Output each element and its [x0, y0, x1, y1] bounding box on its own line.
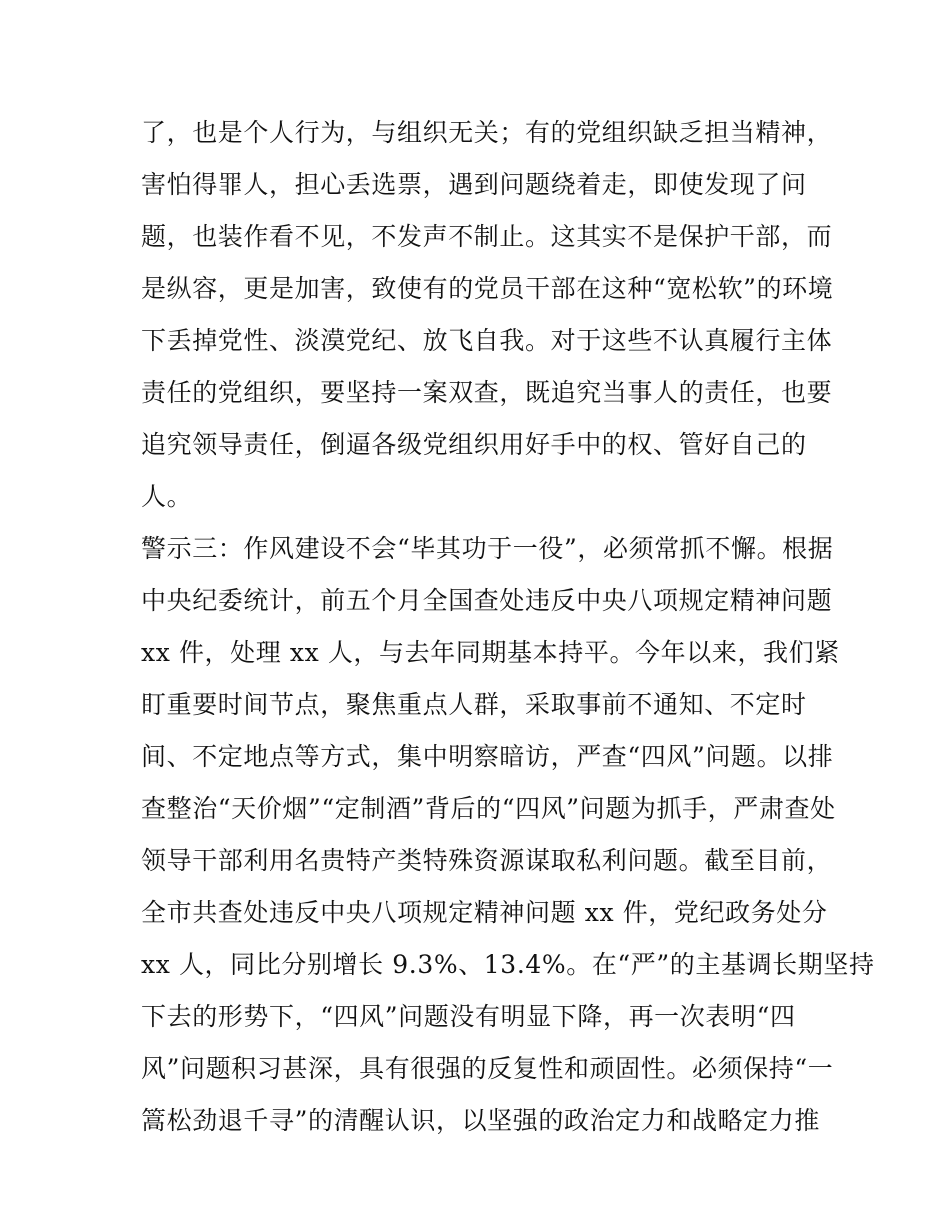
text-line: 下丢掉党性、淡漠党纪、放飞自我。对于这些不认真履行主体 [141, 326, 833, 355]
text-line: 篙松劲退千寻”的清醒认识，以坚强的政治定力和战略定力推 [141, 1106, 820, 1135]
text-line: 警示三：作风建设不会“毕其功于一役”，必须常抓不懈。根据 [141, 534, 834, 563]
text-line: 责任的党组织，要坚持一案双查，既追究当事人的责任，也要 [141, 378, 833, 407]
text-line: 人。 [141, 482, 193, 511]
text-line: 查整治“天价烟”“定制酒”背后的“四风”问题为抓手，严肃查处 [141, 794, 836, 823]
text-line: 害怕得罪人，担心丢选票，遇到问题绕着走，即使发现了问 [141, 170, 807, 199]
text-line: 风”问题积习甚深，具有很强的反复性和顽固性。必须保持“一 [141, 1054, 834, 1083]
text-line: 盯重要时间节点，聚焦重点人群，采取事前不通知、不定时 [141, 690, 807, 719]
text-line: xx 件，处理 xx 人，与去年同期基本持平。今年以来，我们紧 [141, 638, 840, 667]
text-line: 是纵容，更是加害，致使有的党员干部在这种“宽松软”的环境 [141, 274, 834, 303]
text-line: 间、不定地点等方式，集中明察暗访，严查“四风”问题。以排 [141, 742, 834, 771]
text-line: 追究领导责任，倒逼各级党组织用好手中的权、管好自己的 [141, 430, 807, 459]
text-line: xx 人，同比分别增长 9.3%、13.4%。在“严”的主基调长期坚持 [141, 950, 875, 979]
body-text [141, 107, 875, 1147]
text-line: 下去的形势下，“四风”问题没有明显下降，再一次表明“四 [141, 1002, 796, 1031]
text-line: 领导干部利用名贵特产类特殊资源谋取私利问题。截至目前， [141, 846, 833, 875]
text-line: 题，也装作看不见，不发声不制止。这其实不是保护干部，而 [141, 222, 833, 251]
text-line: 全市共查处违反中央八项规定精神问题 xx 件，党纪政务处分 [141, 898, 828, 927]
text-line: 中央纪委统计，前五个月全国查处违反中央八项规定精神问题 [141, 586, 833, 615]
text-line: 了，也是个人行为，与组织无关；有的党组织缺乏担当精神， [141, 118, 833, 147]
